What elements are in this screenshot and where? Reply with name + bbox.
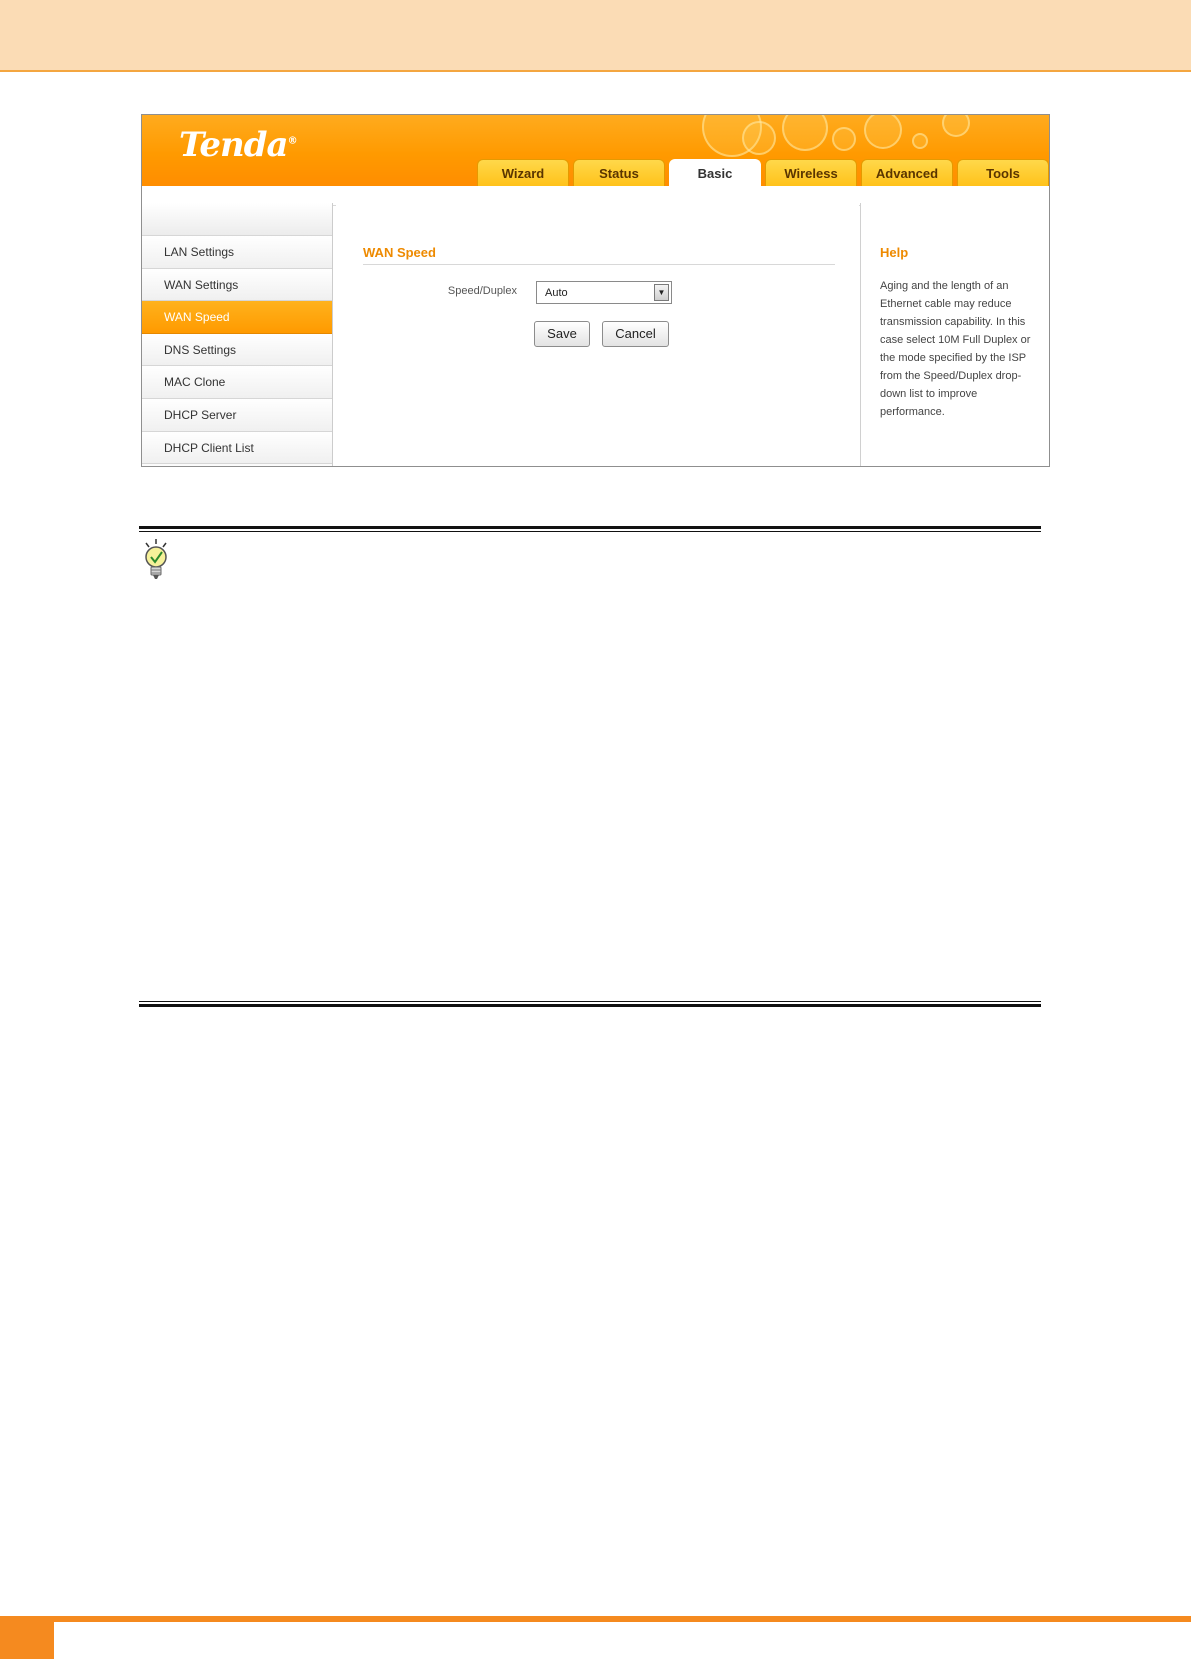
decor-bubble xyxy=(942,115,970,137)
tab-advanced[interactable]: Advanced xyxy=(861,159,953,186)
sidebar-item-dhcp-server[interactable]: DHCP Server xyxy=(142,399,332,432)
document-header-band xyxy=(0,0,1191,72)
speed-duplex-select[interactable] xyxy=(536,281,672,304)
note-bottom-rule xyxy=(139,1004,1041,1007)
sidebar-header xyxy=(142,203,332,236)
sidebar-item-mac-clone[interactable]: MAC Clone xyxy=(142,366,332,399)
decor-bubble xyxy=(742,121,776,155)
decor-bubble xyxy=(864,115,902,149)
sidebar-item-lan-settings[interactable]: LAN Settings xyxy=(142,236,332,269)
note-bottom-rule-thin xyxy=(139,1001,1041,1002)
footer-line xyxy=(0,1616,1191,1622)
decor-bubble xyxy=(782,115,828,151)
tenda-logo: Tenda® xyxy=(179,125,297,165)
footer-page-block xyxy=(0,1622,54,1659)
save-button[interactable]: Save xyxy=(534,321,590,347)
help-panel xyxy=(860,203,1049,467)
tab-status[interactable]: Status xyxy=(573,159,665,186)
note-top-rule xyxy=(139,526,1041,529)
tab-wizard[interactable]: Wizard xyxy=(477,159,569,186)
decor-bubble xyxy=(832,127,856,151)
sidebar-item-dhcp-client-list[interactable]: DHCP Client List xyxy=(142,432,332,465)
speed-duplex-label: Speed/Duplex xyxy=(447,285,517,297)
sidebar-item-wan-settings[interactable]: WAN Settings xyxy=(142,269,332,302)
note-top-rule-thin xyxy=(139,531,1041,532)
cancel-button[interactable]: Cancel xyxy=(602,321,669,347)
chevron-down-icon[interactable]: ▼ xyxy=(654,284,669,301)
sidebar-menu xyxy=(142,203,333,467)
sidebar-item-dns-settings[interactable]: DNS Settings xyxy=(142,334,332,367)
section-title: WAN Speed xyxy=(363,245,436,260)
speed-duplex-value: Auto xyxy=(545,287,568,299)
section-divider xyxy=(363,264,835,265)
help-text: Aging and the length of an Ethernet cable may reduce transmission capability. In this case select 10M Full Duplex or the mode specified by the ISP from the Speed/Duplex drop-down list to improve performance. xyxy=(880,280,1031,418)
main-nav-tabs xyxy=(477,159,1049,186)
tab-tools[interactable]: Tools xyxy=(957,159,1049,186)
tab-wireless[interactable]: Wireless xyxy=(765,159,857,186)
top-banner xyxy=(142,115,1049,186)
tab-basic[interactable]: Basic xyxy=(669,159,761,186)
main-content xyxy=(336,203,859,467)
lightbulb-icon xyxy=(141,538,171,584)
router-admin-screenshot xyxy=(141,114,1050,467)
sidebar-item-wan-speed[interactable]: WAN Speed xyxy=(142,301,332,334)
decor-bubble xyxy=(912,133,928,149)
help-title: Help xyxy=(880,245,909,260)
